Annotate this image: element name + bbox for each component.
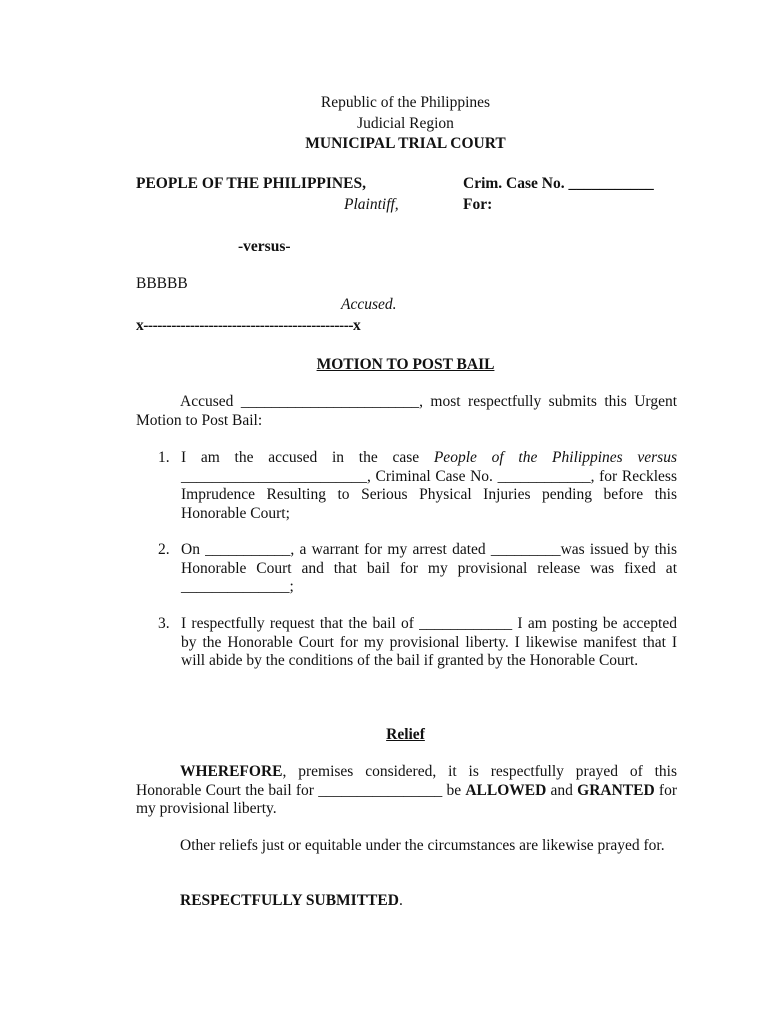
item-number-2: 2. — [158, 541, 170, 558]
plaintiff-role: Plaintiff, — [344, 196, 399, 213]
versus-label: -versus- — [238, 238, 291, 255]
header-court-name: MUNICIPAL TRIAL COURT — [305, 135, 506, 152]
intro-paragraph: Accused _______________________, most respectfully submits this Urgent Motion to Post Bail: — [136, 393, 677, 429]
allowed-word: ALLOWED — [465, 781, 547, 799]
plaintiff-name: PEOPLE OF THE PHILIPPINES, — [136, 175, 366, 192]
closing-period: . — [398, 892, 403, 909]
motion-title: MOTION TO POST BAIL — [316, 356, 495, 373]
relief-heading: Relief — [386, 726, 425, 743]
relief-text-1: , premises considered, it is respectfully prayed of this Honorable Court the bail for ________________ be — [136, 763, 677, 799]
other-reliefs-paragraph: Other reliefs just or equitable under the circumstances are likewise prayed for. — [180, 837, 665, 854]
closing-line — [180, 892, 403, 910]
header-judicial-region: Judicial Region — [357, 115, 454, 132]
wherefore-word: WHEREFORE — [180, 763, 283, 780]
case-number: Crim. Case No. ___________ — [463, 175, 654, 192]
respectfully-submitted: RESPECTFULLY SUBMITTED — [180, 892, 399, 909]
item-1-case-title: People of the Philippines versus — [433, 449, 677, 466]
item-paragraph-1 — [181, 449, 677, 523]
relief-paragraph — [136, 763, 677, 819]
caption-separator: x---------------------------------------------x — [136, 317, 361, 334]
item-1-rest: ________________________, Criminal Case No. ____________, for Reckless Imprudence Resulting to Serious Physical Injuries pending before this Honorable Court; — [181, 467, 677, 522]
relief-text-3: for my provisional liberty. — [136, 781, 678, 818]
item-number-1: 1. — [158, 449, 170, 466]
granted-word: GRANTED — [577, 781, 655, 799]
for-label: For: — [463, 196, 493, 213]
item-paragraph-2: On ___________, a warrant for my arrest dated _________was issued by this Honorable Court and that bail for my provisional release was fixed at ______________; — [181, 541, 677, 596]
header-republic: Republic of the Philippines — [320, 94, 491, 111]
item-1-lead: I am the accused in the case — [181, 449, 434, 466]
item-paragraph-3: I respectfully request that the bail of ____________ I am posting be accepted by the Honorable Court for my provisional liberty. I likewise manifest that I will abide by the conditions of the bail if granted by the Honorable Court. — [181, 615, 677, 670]
accused-name: BBBBB — [136, 275, 188, 292]
accused-role: Accused. — [341, 296, 397, 313]
item-number-3: 3. — [158, 615, 170, 632]
relief-text-2: and — [546, 781, 578, 799]
